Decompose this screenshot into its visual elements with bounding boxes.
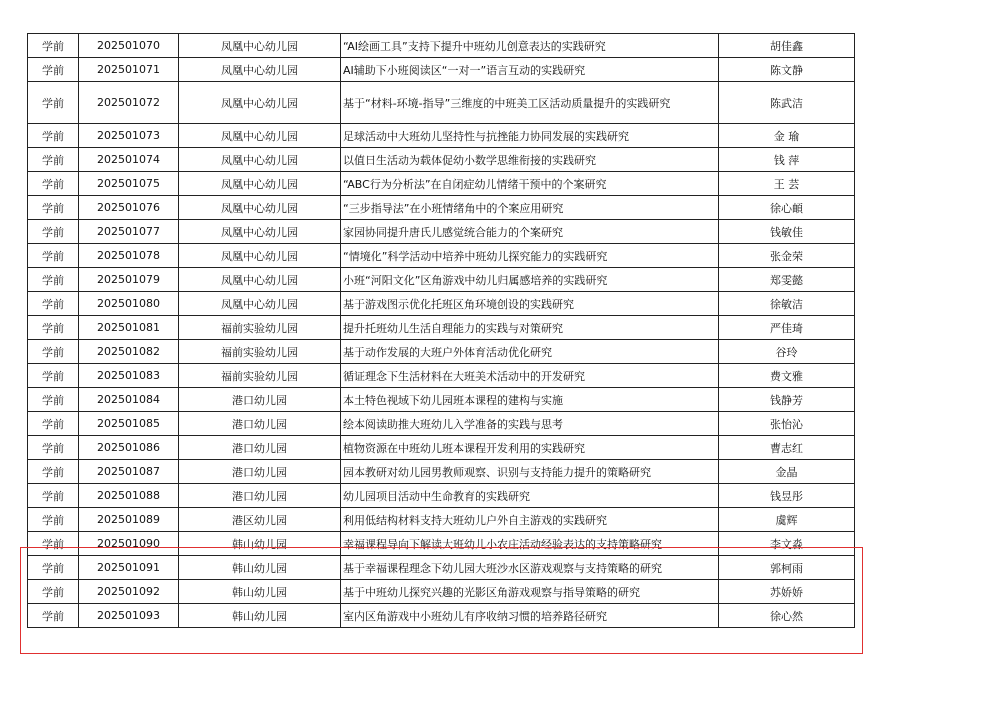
researcher-name-cell: 苏娇娇 (719, 580, 855, 604)
researcher-name-cell: 谷玲 (719, 340, 855, 364)
category-cell: 学前 (28, 34, 79, 58)
researcher-name-cell: 钱敏佳 (719, 220, 855, 244)
table-row (28, 484, 855, 508)
researcher-name-cell: 王 芸 (719, 172, 855, 196)
project-id-cell: 202501077 (79, 220, 179, 244)
table-row (28, 172, 855, 196)
researcher-name-cell: 曹志红 (719, 436, 855, 460)
school-cell: 港口幼儿园 (179, 388, 341, 412)
researcher-name-cell: 钱 萍 (719, 148, 855, 172)
school-cell: 凤凰中心幼儿园 (179, 124, 341, 148)
researcher-name-cell: 虞辉 (719, 508, 855, 532)
project-title-cell: 循证理念下生活材料在大班美术活动中的开发研究 (341, 364, 719, 388)
school-cell: 福前实验幼儿园 (179, 364, 341, 388)
researcher-name-cell: 陈文静 (719, 58, 855, 82)
project-title-cell: 足球活动中大班幼儿坚持性与抗挫能力协同发展的实践研究 (341, 124, 719, 148)
school-cell: 凤凰中心幼儿园 (179, 268, 341, 292)
project-id-cell: 202501086 (79, 436, 179, 460)
category-cell: 学前 (28, 220, 79, 244)
researcher-name-cell: 费文雅 (719, 364, 855, 388)
project-title-cell: 幸福课程导向下解读大班幼儿小农庄活动经验表达的支持策略研究 (341, 532, 719, 556)
project-id-cell: 202501078 (79, 244, 179, 268)
category-cell: 学前 (28, 508, 79, 532)
category-cell: 学前 (28, 340, 79, 364)
project-id-cell: 202501092 (79, 580, 179, 604)
table-row (28, 580, 855, 604)
researcher-name-cell: 郭柯雨 (719, 556, 855, 580)
category-cell: 学前 (28, 82, 79, 124)
project-id-cell: 202501074 (79, 148, 179, 172)
school-cell: 凤凰中心幼儿园 (179, 244, 341, 268)
table-row (28, 340, 855, 364)
researcher-name-cell: 徐敏洁 (719, 292, 855, 316)
school-cell: 福前实验幼儿园 (179, 316, 341, 340)
category-cell: 学前 (28, 172, 79, 196)
project-title-cell: 本土特色视域下幼儿园班本课程的建构与实施 (341, 388, 719, 412)
category-cell: 学前 (28, 484, 79, 508)
school-cell: 韩山幼儿园 (179, 556, 341, 580)
table-row (28, 196, 855, 220)
school-cell: 凤凰中心幼儿园 (179, 34, 341, 58)
project-title-cell: 绘本阅读助推大班幼儿入学准备的实践与思考 (341, 412, 719, 436)
researcher-name-cell: 金 瑜 (719, 124, 855, 148)
school-cell: 凤凰中心幼儿园 (179, 172, 341, 196)
project-title-cell: 基于“材料-环境-指导”三维度的中班美工区活动质量提升的实践研究 (341, 82, 719, 124)
researcher-name-cell: 徐心然 (719, 604, 855, 628)
project-title-cell: 幼儿园项目活动中生命教育的实践研究 (341, 484, 719, 508)
category-cell: 学前 (28, 244, 79, 268)
project-title-cell: “三步指导法”在小班情绪角中的个案应用研究 (341, 196, 719, 220)
project-id-cell: 202501071 (79, 58, 179, 82)
project-title-cell: 基于动作发展的大班户外体育活动优化研究 (341, 340, 719, 364)
table-row (28, 148, 855, 172)
project-id-cell: 202501080 (79, 292, 179, 316)
table-row (28, 316, 855, 340)
project-title-cell: 以值日生活动为载体促幼小数学思维衔接的实践研究 (341, 148, 719, 172)
project-title-cell: 利用低结构材料支持大班幼儿户外自主游戏的实践研究 (341, 508, 719, 532)
category-cell: 学前 (28, 196, 79, 220)
table-row (28, 268, 855, 292)
category-cell: 学前 (28, 460, 79, 484)
table-row (28, 436, 855, 460)
school-cell: 港口幼儿园 (179, 460, 341, 484)
project-title-cell: 室内区角游戏中小班幼儿有序收纳习惯的培养路径研究 (341, 604, 719, 628)
category-cell: 学前 (28, 580, 79, 604)
table-row (28, 220, 855, 244)
category-cell: 学前 (28, 604, 79, 628)
table-row (28, 364, 855, 388)
project-title-cell: 园本教研对幼儿园男教师观察、识别与支持能力提升的策略研究 (341, 460, 719, 484)
project-id-cell: 202501081 (79, 316, 179, 340)
researcher-name-cell: 钱昱彤 (719, 484, 855, 508)
researcher-name-cell: 郑雯懿 (719, 268, 855, 292)
project-id-cell: 202501083 (79, 364, 179, 388)
school-cell: 港口幼儿园 (179, 412, 341, 436)
project-id-cell: 202501085 (79, 412, 179, 436)
project-id-cell: 202501075 (79, 172, 179, 196)
project-id-cell: 202501088 (79, 484, 179, 508)
project-id-cell: 202501072 (79, 82, 179, 124)
researcher-name-cell: 严佳琦 (719, 316, 855, 340)
project-id-cell: 202501089 (79, 508, 179, 532)
table-row (28, 34, 855, 58)
category-cell: 学前 (28, 388, 79, 412)
researcher-name-cell: 陈武洁 (719, 82, 855, 124)
school-cell: 港口幼儿园 (179, 484, 341, 508)
table-row (28, 556, 855, 580)
project-id-cell: 202501073 (79, 124, 179, 148)
project-id-cell: 202501082 (79, 340, 179, 364)
category-cell: 学前 (28, 148, 79, 172)
researcher-name-cell: 李文淼 (719, 532, 855, 556)
category-cell: 学前 (28, 532, 79, 556)
project-id-cell: 202501093 (79, 604, 179, 628)
table-row (28, 532, 855, 556)
table-row (28, 508, 855, 532)
category-cell: 学前 (28, 268, 79, 292)
project-id-cell: 202501087 (79, 460, 179, 484)
table-row (28, 412, 855, 436)
category-cell: 学前 (28, 364, 79, 388)
category-cell: 学前 (28, 58, 79, 82)
school-cell: 凤凰中心幼儿园 (179, 292, 341, 316)
table-row (28, 244, 855, 268)
table-row (28, 460, 855, 484)
school-cell: 韩山幼儿园 (179, 604, 341, 628)
school-cell: 韩山幼儿园 (179, 580, 341, 604)
project-title-cell: “ABC行为分析法”在自闭症幼儿情绪干预中的个案研究 (341, 172, 719, 196)
table-row (28, 82, 855, 124)
project-title-cell: 家园协同提升唐氏儿感觉统合能力的个案研究 (341, 220, 719, 244)
category-cell: 学前 (28, 316, 79, 340)
project-title-cell: 植物资源在中班幼儿班本课程开发利用的实践研究 (341, 436, 719, 460)
category-cell: 学前 (28, 292, 79, 316)
school-cell: 凤凰中心幼儿园 (179, 82, 341, 124)
school-cell: 凤凰中心幼儿园 (179, 148, 341, 172)
school-cell: 凤凰中心幼儿园 (179, 196, 341, 220)
researcher-name-cell: 钱静芳 (719, 388, 855, 412)
researcher-name-cell: 金晶 (719, 460, 855, 484)
table-row (28, 124, 855, 148)
project-title-cell: “情境化”科学活动中培养中班幼儿探究能力的实践研究 (341, 244, 719, 268)
project-id-cell: 202501070 (79, 34, 179, 58)
category-cell: 学前 (28, 556, 79, 580)
project-id-cell: 202501079 (79, 268, 179, 292)
project-title-cell: 提升托班幼儿生活自理能力的实践与对策研究 (341, 316, 719, 340)
category-cell: 学前 (28, 436, 79, 460)
researcher-name-cell: 张怡沁 (719, 412, 855, 436)
project-table (27, 33, 855, 628)
researcher-name-cell: 张金荣 (719, 244, 855, 268)
school-cell: 凤凰中心幼儿园 (179, 220, 341, 244)
project-id-cell: 202501084 (79, 388, 179, 412)
project-id-cell: 202501076 (79, 196, 179, 220)
table-row (28, 604, 855, 628)
researcher-name-cell: 胡佳鑫 (719, 34, 855, 58)
project-id-cell: 202501091 (79, 556, 179, 580)
project-title-cell: 基于中班幼儿探究兴趣的光影区角游戏观察与指导策略的研究 (341, 580, 719, 604)
table-row (28, 292, 855, 316)
school-cell: 凤凰中心幼儿园 (179, 58, 341, 82)
project-title-cell: 小班“河阳文化”区角游戏中幼儿归属感培养的实践研究 (341, 268, 719, 292)
school-cell: 港口幼儿园 (179, 436, 341, 460)
project-title-cell: 基于幸福课程理念下幼儿园大班沙水区游戏观察与支持策略的研究 (341, 556, 719, 580)
project-id-cell: 202501090 (79, 532, 179, 556)
researcher-name-cell: 徐心頔 (719, 196, 855, 220)
category-cell: 学前 (28, 124, 79, 148)
school-cell: 韩山幼儿园 (179, 532, 341, 556)
project-title-cell: 基于游戏图示优化托班区角环境创设的实践研究 (341, 292, 719, 316)
school-cell: 港区幼儿园 (179, 508, 341, 532)
project-title-cell: “AI绘画工具”支持下提升中班幼儿创意表达的实践研究 (341, 34, 719, 58)
project-title-cell: AI辅助下小班阅读区“一对一”语言互动的实践研究 (341, 58, 719, 82)
table-row (28, 388, 855, 412)
table-row (28, 58, 855, 82)
school-cell: 福前实验幼儿园 (179, 340, 341, 364)
category-cell: 学前 (28, 412, 79, 436)
